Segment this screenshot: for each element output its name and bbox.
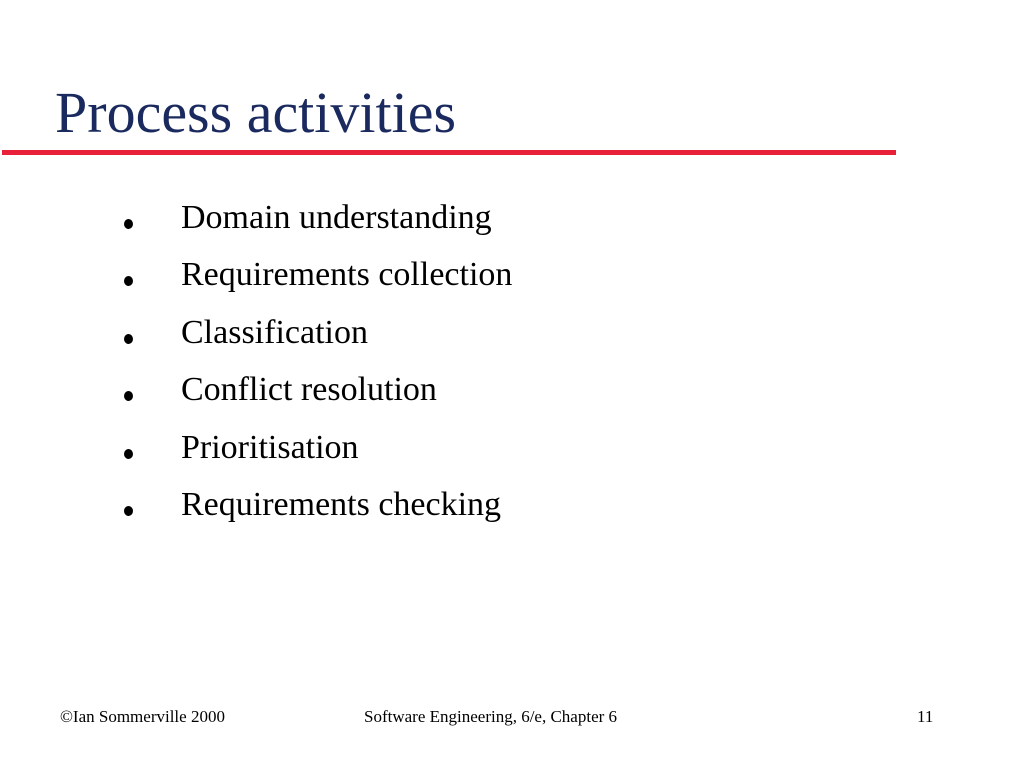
slide-title: Process activities	[55, 80, 457, 145]
bullet-icon	[124, 506, 133, 516]
bullet-text: Requirements checking	[181, 485, 502, 523]
bullet-text: Classification	[181, 313, 368, 351]
bullet-text: Requirements collection	[181, 256, 513, 294]
bullet-icon	[124, 219, 133, 229]
bullet-icon	[124, 449, 133, 459]
bullet-icon	[124, 334, 133, 344]
bullet-text: Domain understanding	[181, 199, 492, 236]
footer-copyright: ©Ian Sommerville 2000	[60, 707, 225, 726]
bullet-text: Prioritisation	[181, 428, 359, 466]
footer-book-title: Software Engineering, 6/e, Chapter 6	[364, 707, 618, 726]
bullet-icon	[124, 276, 133, 286]
bullet-icon	[124, 391, 133, 401]
page-number: 11	[917, 707, 934, 726]
bullet-text: Conflict resolution	[181, 371, 437, 409]
title-divider	[2, 150, 896, 155]
